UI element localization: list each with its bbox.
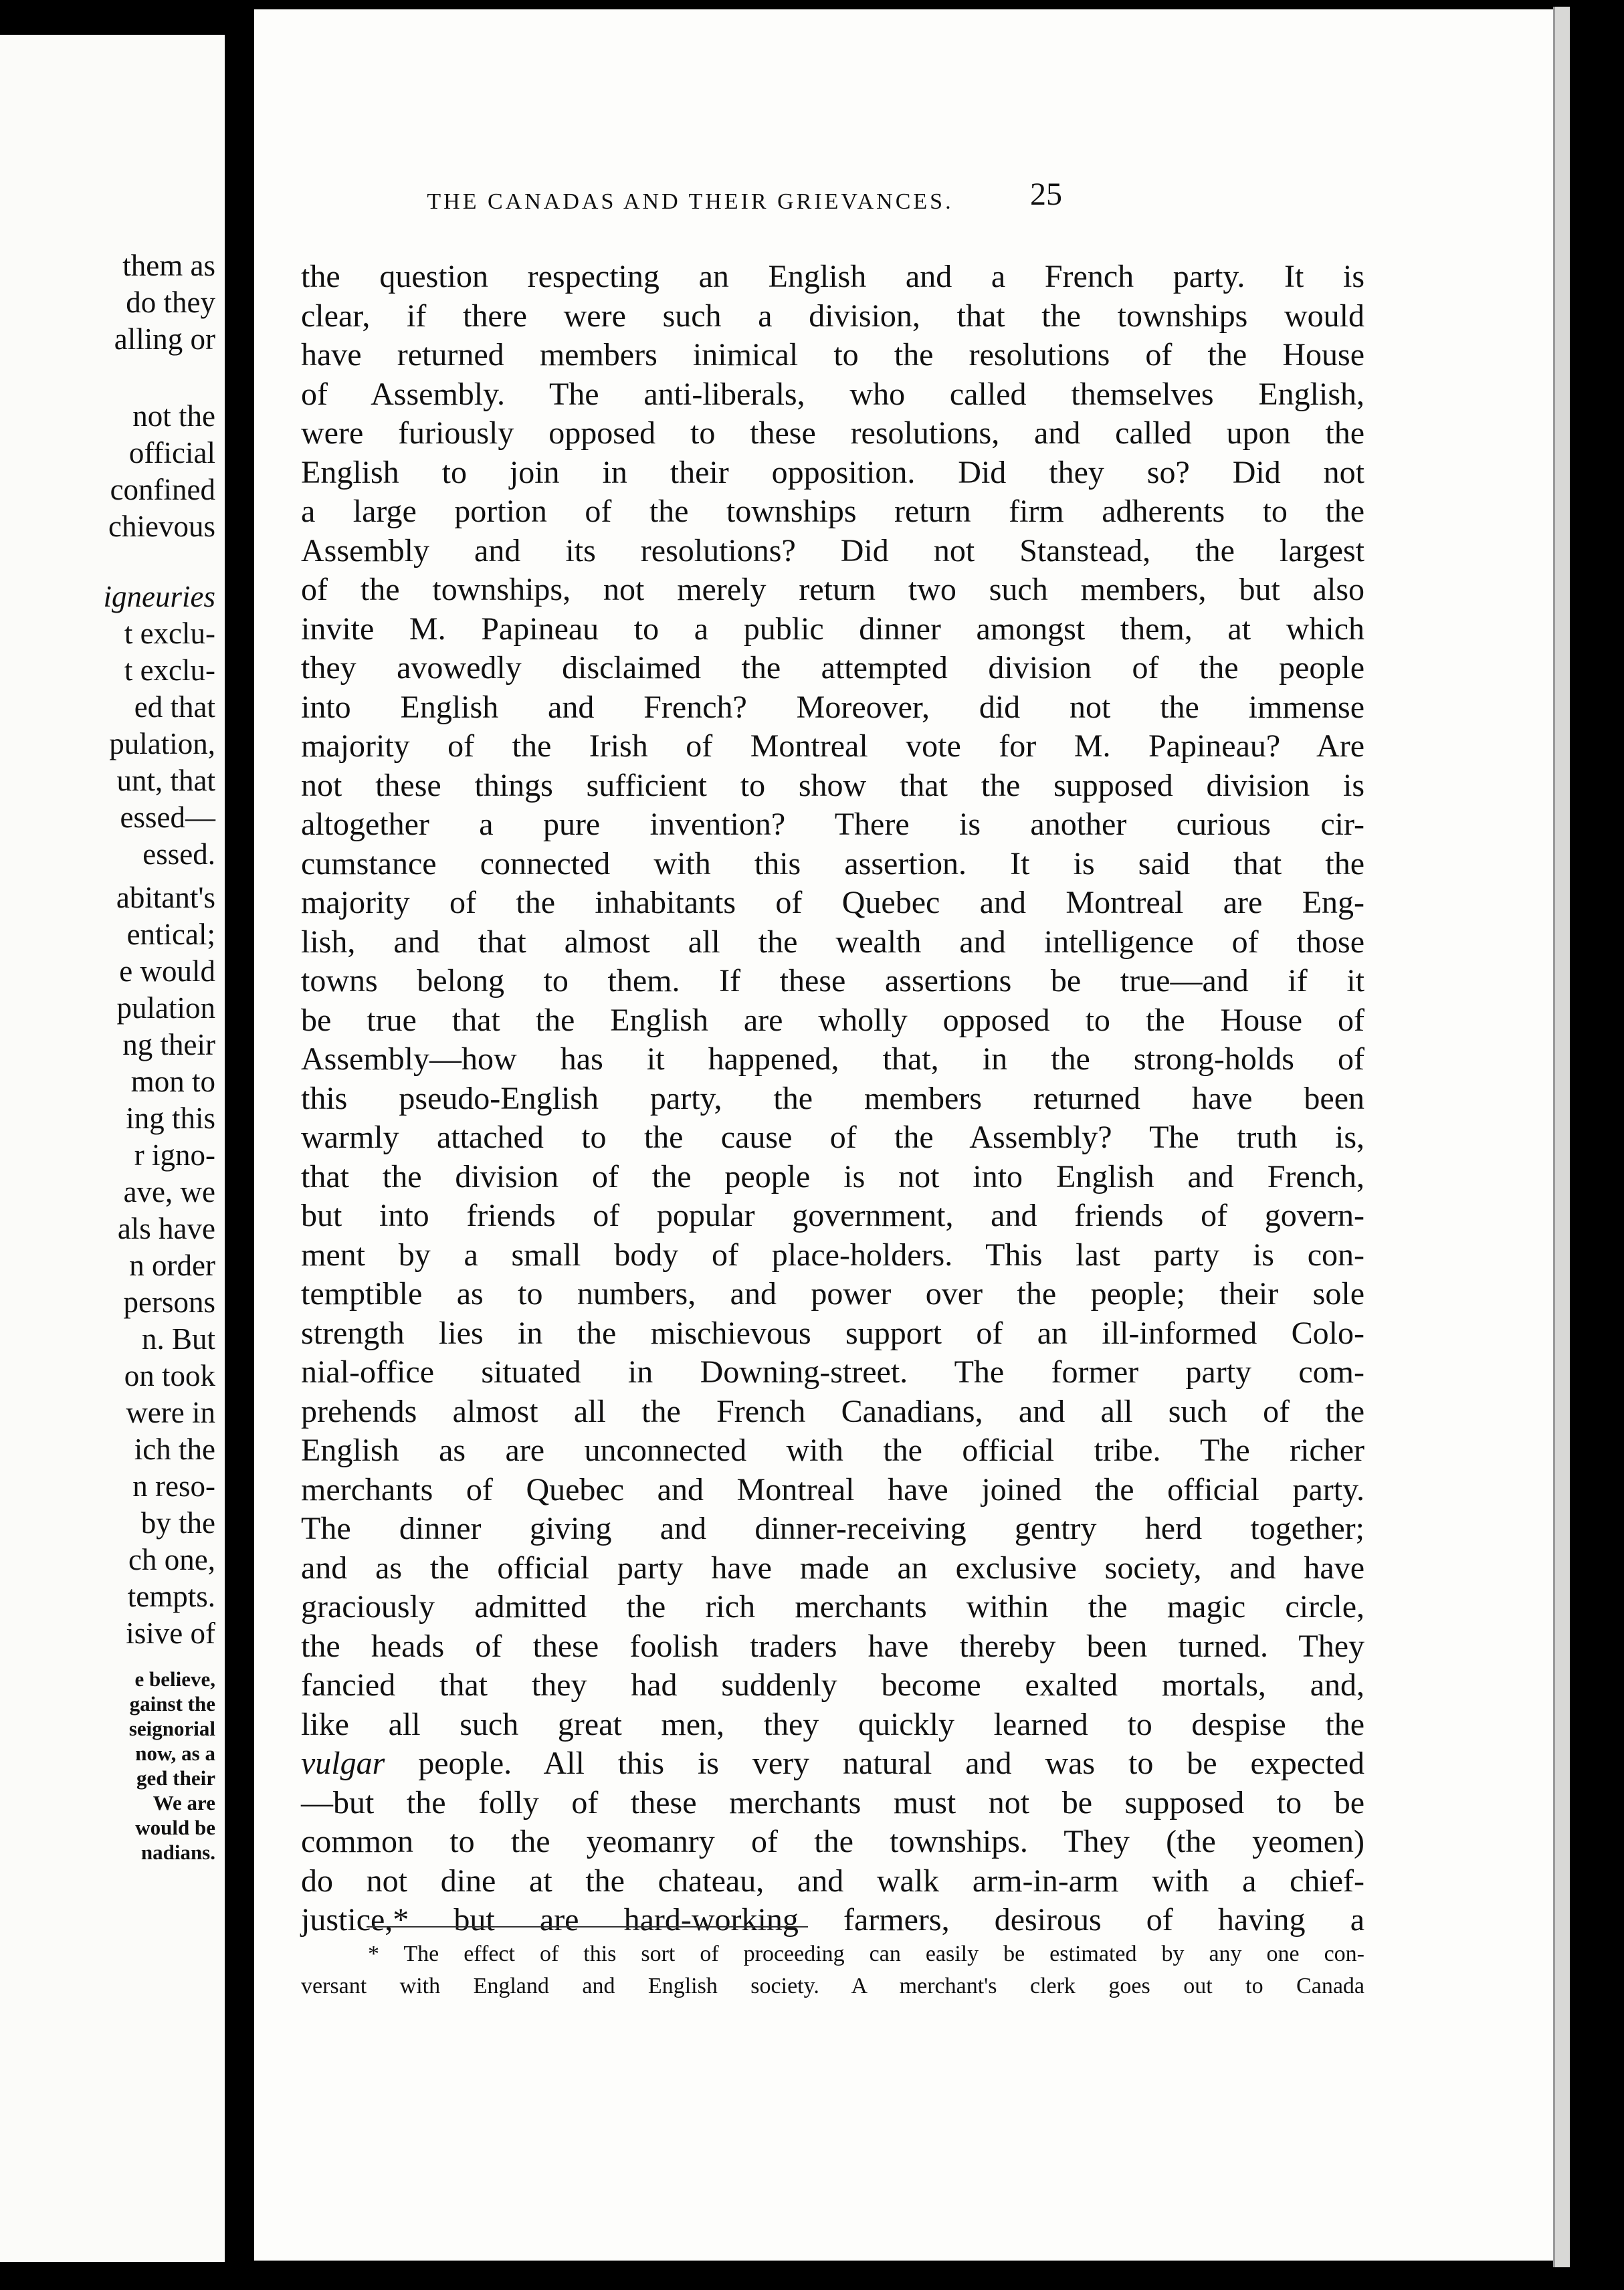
footnote-line: * The effect of this sort of proceeding can easily be estimated by any one con-: [368, 1942, 1364, 1966]
body-text-line: justice,* but are hard-working farmers, desirous of having a: [301, 1902, 1364, 1938]
left-page-line: alling or: [114, 322, 215, 356]
left-page-line: e would: [119, 954, 215, 988]
body-text-line: graciously admitted the rich merchants within the magic circle,: [301, 1589, 1364, 1625]
body-text-line: of the townships, not merely return two such members, but also: [301, 572, 1364, 607]
body-text-line: clear, if there were such a division, that the townships would: [301, 298, 1364, 334]
left-page-line: n. But: [141, 1322, 215, 1356]
page-number: 25: [1030, 177, 1062, 212]
body-text-line: have returned members inimical to the resolutions of the House: [301, 337, 1364, 373]
body-text-line: invite M. Papineau to a public dinner amongst them, at which: [301, 611, 1364, 647]
left-page-line: official: [128, 436, 215, 470]
left-page: [0, 35, 225, 2262]
body-text-line: do not dine at the chateau, and walk arm-in-arm with a chief-: [301, 1863, 1364, 1899]
body-text-line: merchants of Quebec and Montreal have joined the official party.: [301, 1471, 1364, 1507]
left-page-line: were in: [126, 1396, 215, 1429]
body-text-line: cumstance connected with this assertion. It is said that the: [301, 845, 1364, 881]
book-gutter: [225, 0, 254, 2290]
left-page-line: ch one,: [128, 1543, 215, 1576]
body-text-line: English as are unconnected with the official tribe. The richer: [301, 1433, 1364, 1468]
left-page-line: entical;: [126, 918, 215, 951]
page-edge: [1553, 7, 1570, 2267]
body-text-line: into English and French? Moreover, did not the immense: [301, 689, 1364, 725]
left-page-line: ich the: [134, 1433, 215, 1466]
left-page-line: isive of: [126, 1617, 215, 1650]
left-page-line: not the: [132, 399, 215, 433]
body-text-line: strength lies in the mischievous support of an ill-informed Colo-: [301, 1315, 1364, 1351]
right-page: [254, 9, 1553, 2261]
body-text-line: Assembly and its resolutions? Did not Stanstead, the largest: [301, 532, 1364, 568]
body-text-line: English to join in their opposition. Did they so? Did not: [301, 454, 1364, 490]
left-page-footnote-line: now, as a: [135, 1742, 215, 1765]
body-text-line: warmly attached to the cause of the Assembly? The truth is,: [301, 1120, 1364, 1155]
body-text-line: towns belong to them. If these assertions be true—and if it: [301, 963, 1364, 999]
left-page-line: igneuries: [103, 580, 215, 613]
left-page-footnote-line: gainst the: [129, 1692, 215, 1715]
left-page-line: t exclu-: [124, 653, 215, 687]
body-text-line: temptible as to numbers, and power over the people; their sole: [301, 1276, 1364, 1312]
body-text-line: Assembly—how has it happened, that, in the strong-holds of: [301, 1041, 1364, 1077]
left-page-line: ed that: [134, 690, 215, 724]
body-text-line: were furiously opposed to these resolutions, and called upon the: [301, 415, 1364, 451]
left-page-line: als have: [117, 1212, 215, 1245]
body-text-line: majority of the Irish of Montreal vote for M. Papineau? Are: [301, 728, 1364, 764]
body-text-line: be true that the English are wholly opposed to the House of: [301, 1002, 1364, 1038]
body-text-line: The dinner giving and dinner-receiving gentry herd together;: [301, 1511, 1364, 1546]
left-page-line: n order: [129, 1249, 215, 1282]
body-text-line: common to the yeomanry of the townships. They (the yeomen): [301, 1824, 1364, 1859]
body-text-line: the heads of these foolish traders have thereby been turned. They: [301, 1628, 1364, 1664]
body-text-line: this pseudo-English party, the members returned have been: [301, 1080, 1364, 1116]
body-text-line: —but the folly of these merchants must not be supposed to be: [301, 1784, 1364, 1820]
body-text-line: like all such great men, they quickly learned to despise the: [301, 1706, 1364, 1742]
left-page-line: confined: [110, 473, 215, 506]
left-page-footnote-line: ged their: [136, 1766, 215, 1790]
body-text-line: majority of the inhabitants of Quebec and Montreal are Eng-: [301, 885, 1364, 920]
left-page-line: essed—: [120, 801, 215, 834]
body-text-line: they avowedly disclaimed the attempted division of the people: [301, 650, 1364, 686]
body-text-line: and as the official party have made an exclusive society, and have: [301, 1550, 1364, 1586]
body-text-line: vulgar people. All this is very natural and was to be expected: [301, 1746, 1364, 1781]
left-page-line: pulation,: [109, 727, 215, 760]
left-page-line: n reso-: [132, 1469, 215, 1503]
italic-word: vulgar: [301, 1746, 385, 1781]
body-text-line: that the division of the people is not into English and French,: [301, 1158, 1364, 1194]
left-page-line: ing this: [126, 1102, 215, 1135]
footnote-line: versant with England and English society. A merchant's clerk goes out to Canada: [301, 1974, 1364, 1998]
left-page-line: essed.: [142, 837, 215, 871]
left-page-line: chievous: [108, 510, 215, 543]
body-text-line: the question respecting an English and a French party. It is: [301, 259, 1364, 294]
body-text-line: fancied that they had suddenly become exalted mortals, and,: [301, 1667, 1364, 1703]
body-text-line: not these things sufficient to show that the supposed division is: [301, 767, 1364, 803]
body-text-line: but into friends of popular government, and friends of govern-: [301, 1198, 1364, 1233]
body-text-line: altogether a pure invention? There is another curious cir-: [301, 807, 1364, 842]
left-page-line: persons: [123, 1285, 215, 1319]
left-page-footnote-line: e believe,: [134, 1667, 215, 1691]
left-page-line: ng their: [122, 1028, 215, 1061]
left-page-line: mon to: [130, 1065, 215, 1098]
body-text-line: prehends almost all the French Canadians, and all such of the: [301, 1393, 1364, 1429]
left-page-footnote-line: We are: [153, 1791, 215, 1814]
left-page-line: ave, we: [123, 1175, 215, 1209]
left-page-line: r igno-: [134, 1138, 215, 1172]
body-text-line: ment by a small body of place-holders. This last party is con-: [301, 1237, 1364, 1273]
body-text-line: a large portion of the townships return firm adherents to the: [301, 494, 1364, 529]
left-page-line: them as: [122, 249, 215, 282]
left-page-line: pulation: [116, 991, 215, 1025]
body-text-line: of Assembly. The anti-liberals, who called themselves English,: [301, 376, 1364, 412]
left-page-line: abitant's: [116, 881, 215, 914]
left-page-line: by the: [140, 1506, 215, 1540]
left-page-footnote-line: nadians.: [140, 1841, 215, 1864]
body-text-line: lish, and that almost all the wealth and intelligence of those: [301, 924, 1364, 960]
left-page-line: t exclu-: [124, 617, 215, 650]
left-page-footnote-line: would be: [135, 1816, 215, 1839]
left-page-line: tempts.: [127, 1580, 215, 1613]
running-head: THE CANADAS AND THEIR GRIEVANCES.: [427, 189, 954, 214]
footnote-rule: [367, 1926, 808, 1928]
left-page-line: do they: [126, 286, 215, 319]
left-page-footnote-line: seignorial: [128, 1717, 215, 1740]
left-page-line: on took: [124, 1359, 215, 1392]
body-text-line: nial-office situated in Downing-street. The former party com-: [301, 1354, 1364, 1390]
left-page-line: unt, that: [116, 764, 215, 797]
